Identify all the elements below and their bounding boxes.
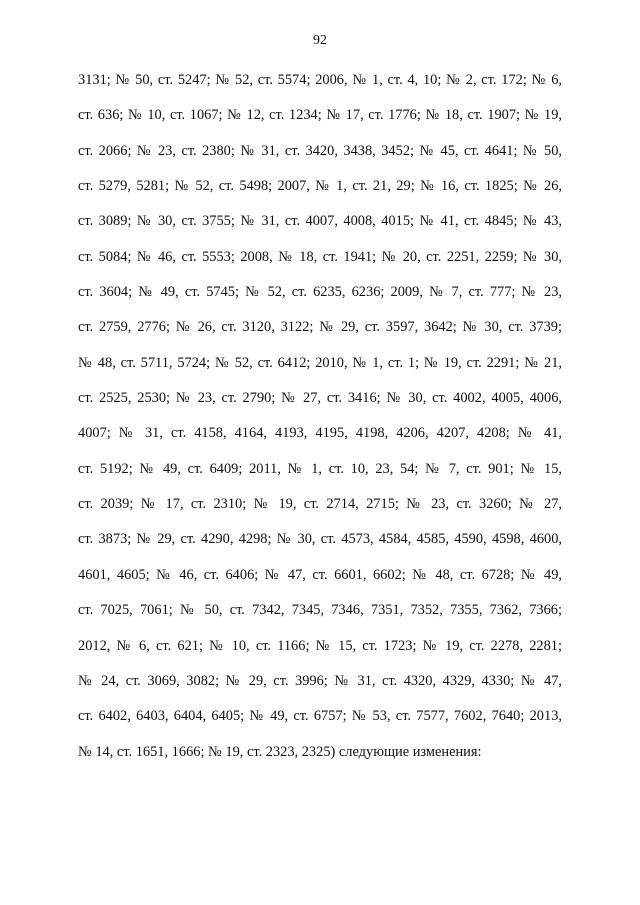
text-line: ст. 7025, 7061; № 50, ст. 7342, 7345, 7346, 7351, 7352, 7355, 7362, 7366; [78, 602, 562, 619]
text-line: ст. 5279, 5281; № 52, ст. 5498; 2007, № 1, ст. 21, 29; № 16, ст. 1825; № 26, [78, 178, 562, 195]
text-line: ст. 6402, 6403, 6404, 6405; № 49, ст. 6757; № 53, ст. 7577, 7602, 7640; 2013, [78, 708, 562, 725]
text-line: ст. 636; № 10, ст. 1067; № 12, ст. 1234; № 17, ст. 1776; № 18, ст. 1907; № 19, [78, 107, 562, 124]
text-line: ст. 2759, 2776; № 26, ст. 3120, 3122; № 29, ст. 3597, 3642; № 30, ст. 3739; [78, 319, 562, 336]
text-line: ст. 3089; № 30, ст. 3755; № 31, ст. 4007, 4008, 4015; № 41, ст. 4845; № 43, [78, 213, 562, 230]
text-line: ст. 3873; № 29, ст. 4290, 4298; № 30, ст. 4573, 4584, 4585, 4590, 4598, 4600, [78, 531, 562, 548]
text-line: ст. 2525, 2530; № 23, ст. 2790; № 27, ст. 3416; № 30, ст. 4002, 4005, 4006, [78, 390, 562, 407]
text-line: 4601, 4605; № 46, ст. 6406; № 47, ст. 6601, 6602; № 48, ст. 6728; № 49, [78, 566, 562, 583]
text-line: ст. 5192; № 49, ст. 6409; 2011, № 1, ст. 10, 23, 54; № 7, ст. 901; № 15, [78, 460, 562, 477]
text-line: № 24, ст. 3069, 3082; № 29, ст. 3996; № 31, ст. 4320, 4329, 4330; № 47, [78, 672, 562, 689]
text-line: ст. 2066; № 23, ст. 2380; № 31, ст. 3420, 3438, 3452; № 45, ст. 4641; № 50, [78, 142, 562, 159]
text-line: 2012, № 6, ст. 621; № 10, ст. 1166; № 15, ст. 1723; № 19, ст. 2278, 2281; [78, 637, 562, 654]
text-line: № 48, ст. 5711, 5724; № 52, ст. 6412; 2010, № 1, ст. 1; № 19, ст. 2291; № 21, [78, 354, 562, 371]
text-line: ст. 2039; № 17, ст. 2310; № 19, ст. 2714, 2715; № 23, ст. 3260; № 27, [78, 496, 562, 513]
text-line: ст. 5084; № 46, ст. 5553; 2008, № 18, ст. 1941; № 20, ст. 2251, 2259; № 30, [78, 248, 562, 265]
text-line: ст. 3604; № 49, ст. 5745; № 52, ст. 6235, 6236; 2009, № 7, ст. 777; № 23, [78, 284, 562, 301]
page-number: 92 [313, 33, 327, 48]
text-line: 3131; № 50, ст. 5247; № 52, ст. 5574; 2006, № 1, ст. 4, 10; № 2, ст. 172; № 6, [78, 72, 562, 88]
text-line: 4007; № 31, ст. 4158, 4164, 4193, 4195, 4198, 4206, 4207, 4208; № 41, [78, 425, 562, 442]
text-line-last: № 14, ст. 1651, 1666; № 19, ст. 2323, 2325) следующие изменения: [78, 743, 482, 760]
body-text [78, 63, 562, 770]
